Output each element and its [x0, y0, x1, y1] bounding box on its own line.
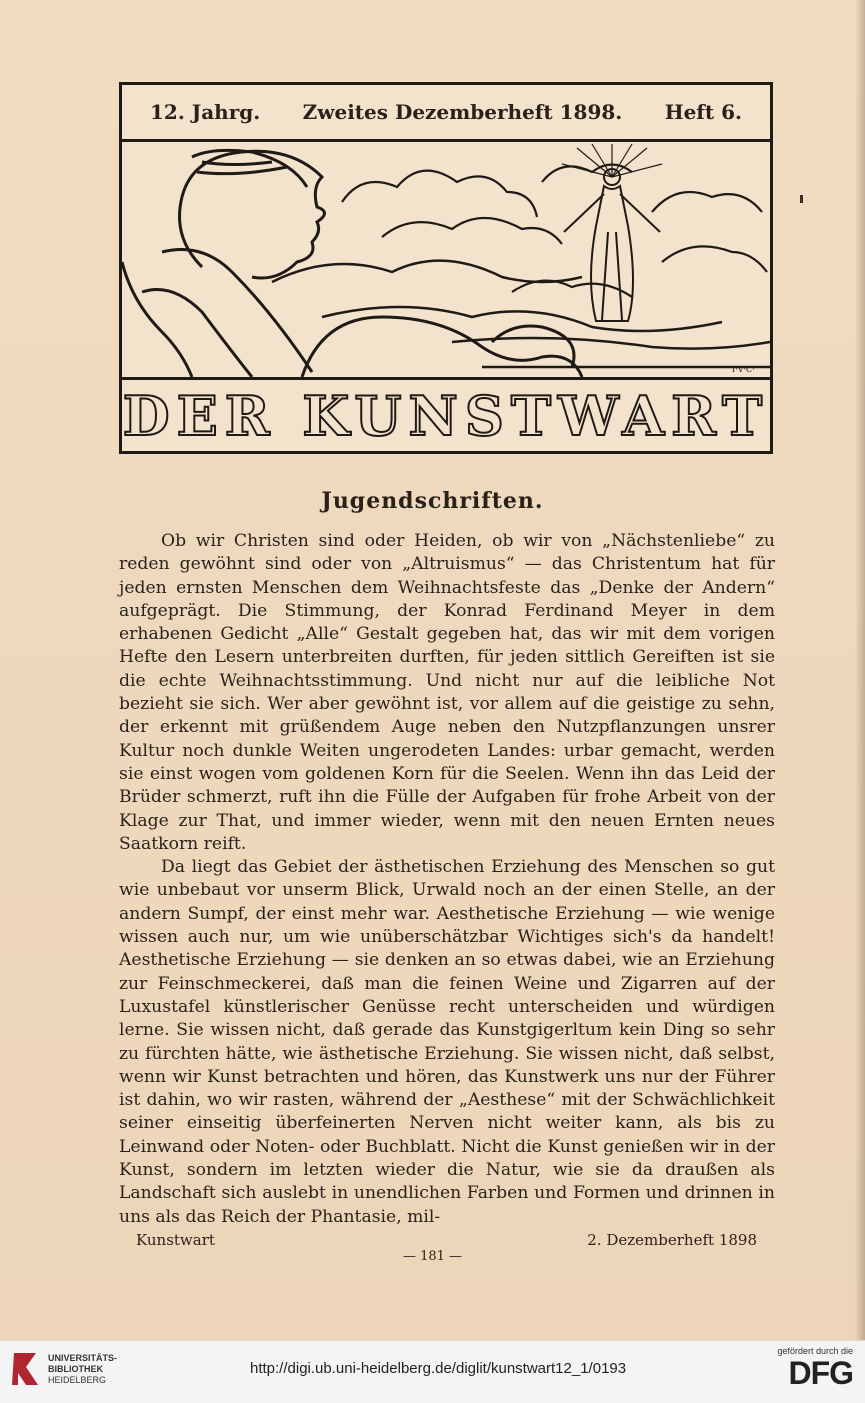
library-name — [48, 1353, 117, 1386]
library-line-1: UNIVERSITÄTS- — [48, 1352, 118, 1363]
paragraph-1: Ob wir Christen sind oder Heiden, ob wir von „Nächstenliebe“ zu reden gewöhnt sind oder von „Altruismus“ — das Christentum hat für jeden ernsten Menschen dem Weihnachtsfeste das „Denke der Andern“ aufgeprägt. Die Stimmung, der Konrad Ferdinand Meyer in dem erhabenen Gedicht „Alle“ Gestalt gegeben hat, das wir mit dem vorigen Hefte den Lesern unterbreiten durften, für jeden sittlich Gereiften ist sie die echte Weihnachtsstimmung. Und nicht nur auf die leibliche Not bezieht sie sich. Wer aber gewöhnt ist, vor allem auf die geistige zu sehn, der erkennt mit grüßendem Auge neben den Nutzpflanzungen unsrer Kultur noch dunkle Weiten ungerodeten Landes: urbar gemacht, werden sie einst wogen vom goldenen Korn für die Seelen. Wenn ihn das Leid der Brüder schmerzt, ruft ihn die Fülle der Aufgaben für frohe Arbeit von der Klage zur That, und immer wieder, wenn mit den neuen Ernten neues Saatkorn reift. — [119, 531, 775, 854]
funded-by-label: gefördert durch die — [777, 1346, 853, 1356]
masthead-frame — [119, 82, 773, 454]
issue-number: Heft 6. — [664, 100, 742, 124]
page-number: — 181 — — [402, 1249, 463, 1264]
margin-mark — [800, 195, 803, 203]
masthead-banner — [122, 377, 770, 451]
running-footer-left: Kunstwart — [136, 1231, 215, 1249]
page-edge-shadow — [855, 0, 865, 1340]
library-logo-icon — [8, 1349, 42, 1389]
illustrator-mark: I·V·C· — [732, 365, 755, 374]
library-line-2: BIBLIOTHEK — [48, 1363, 103, 1374]
library-logo[interactable] — [8, 1349, 117, 1389]
masthead-title: DER KUNSTWART — [122, 383, 770, 448]
issue-header — [122, 85, 770, 142]
issue-title: Zweites Dezemberheft 1898. — [302, 100, 623, 124]
dfg-logo-text: DFG — [788, 1355, 853, 1391]
permalink-url[interactable]: http://digi.ub.uni-heidelberg.de/diglit/kunstwart12_1/0193 — [250, 1360, 627, 1377]
volume-label: 12. Jahrg. — [150, 100, 261, 124]
library-line-3: HEIDELBERG — [48, 1374, 107, 1385]
masthead-illustration — [122, 142, 770, 377]
running-footer-right: 2. Dezemberheft 1898 — [587, 1231, 757, 1249]
viewer-footer-strip — [0, 1340, 865, 1403]
article-title: Jugendschriften. — [321, 488, 544, 514]
funder-logo[interactable] — [768, 1346, 853, 1390]
article-body — [119, 530, 775, 1229]
paragraph-2: Da liegt das Gebiet der ästhetischen Erziehung des Menschen so gut wie unbebaut vor unserm Blick, Urwald noch an der einen Stelle, an der andern Sumpf, der einst mehr war. Aesthetische Erziehung — wie wenige wissen auch nur, um wie unüberschätzbar Wichtiges sich's da handelt! Aesthetische Erziehung — sie denken an so etwas dabei, wie an Erziehung zur Feinschmeckerei, daß man die feinen Weine und Zigarren auf der Luxustafel künstlerischer Genüsse recht unterscheiden und würdigen lerne. Sie wissen nicht, daß gerade das Kunstgigerltum kein Ding so sehr zu fürchten hätte, wie ästhetische Erziehung. Sie wissen nicht, daß selbst, wenn wir Kunst betrachten und hören, das Kunstwerk uns nur der Führer ist dahin, wo wir rasten, während der „Aesthese“ mit der Schwächlichkeit seiner einseitig überfeinerten Nerven nicht weiter kann, als bis zu Leinwand oder Noten- oder Buchblatt. Nicht die Kunst genießen wir in der Kunst, sondern im letzten wieder die Natur, wie sie da draußen als Landschaft sich auslebt in unendlichen Farben und Formen und drinnen in uns als das Reich der Phantasie, mil- — [119, 857, 775, 1227]
